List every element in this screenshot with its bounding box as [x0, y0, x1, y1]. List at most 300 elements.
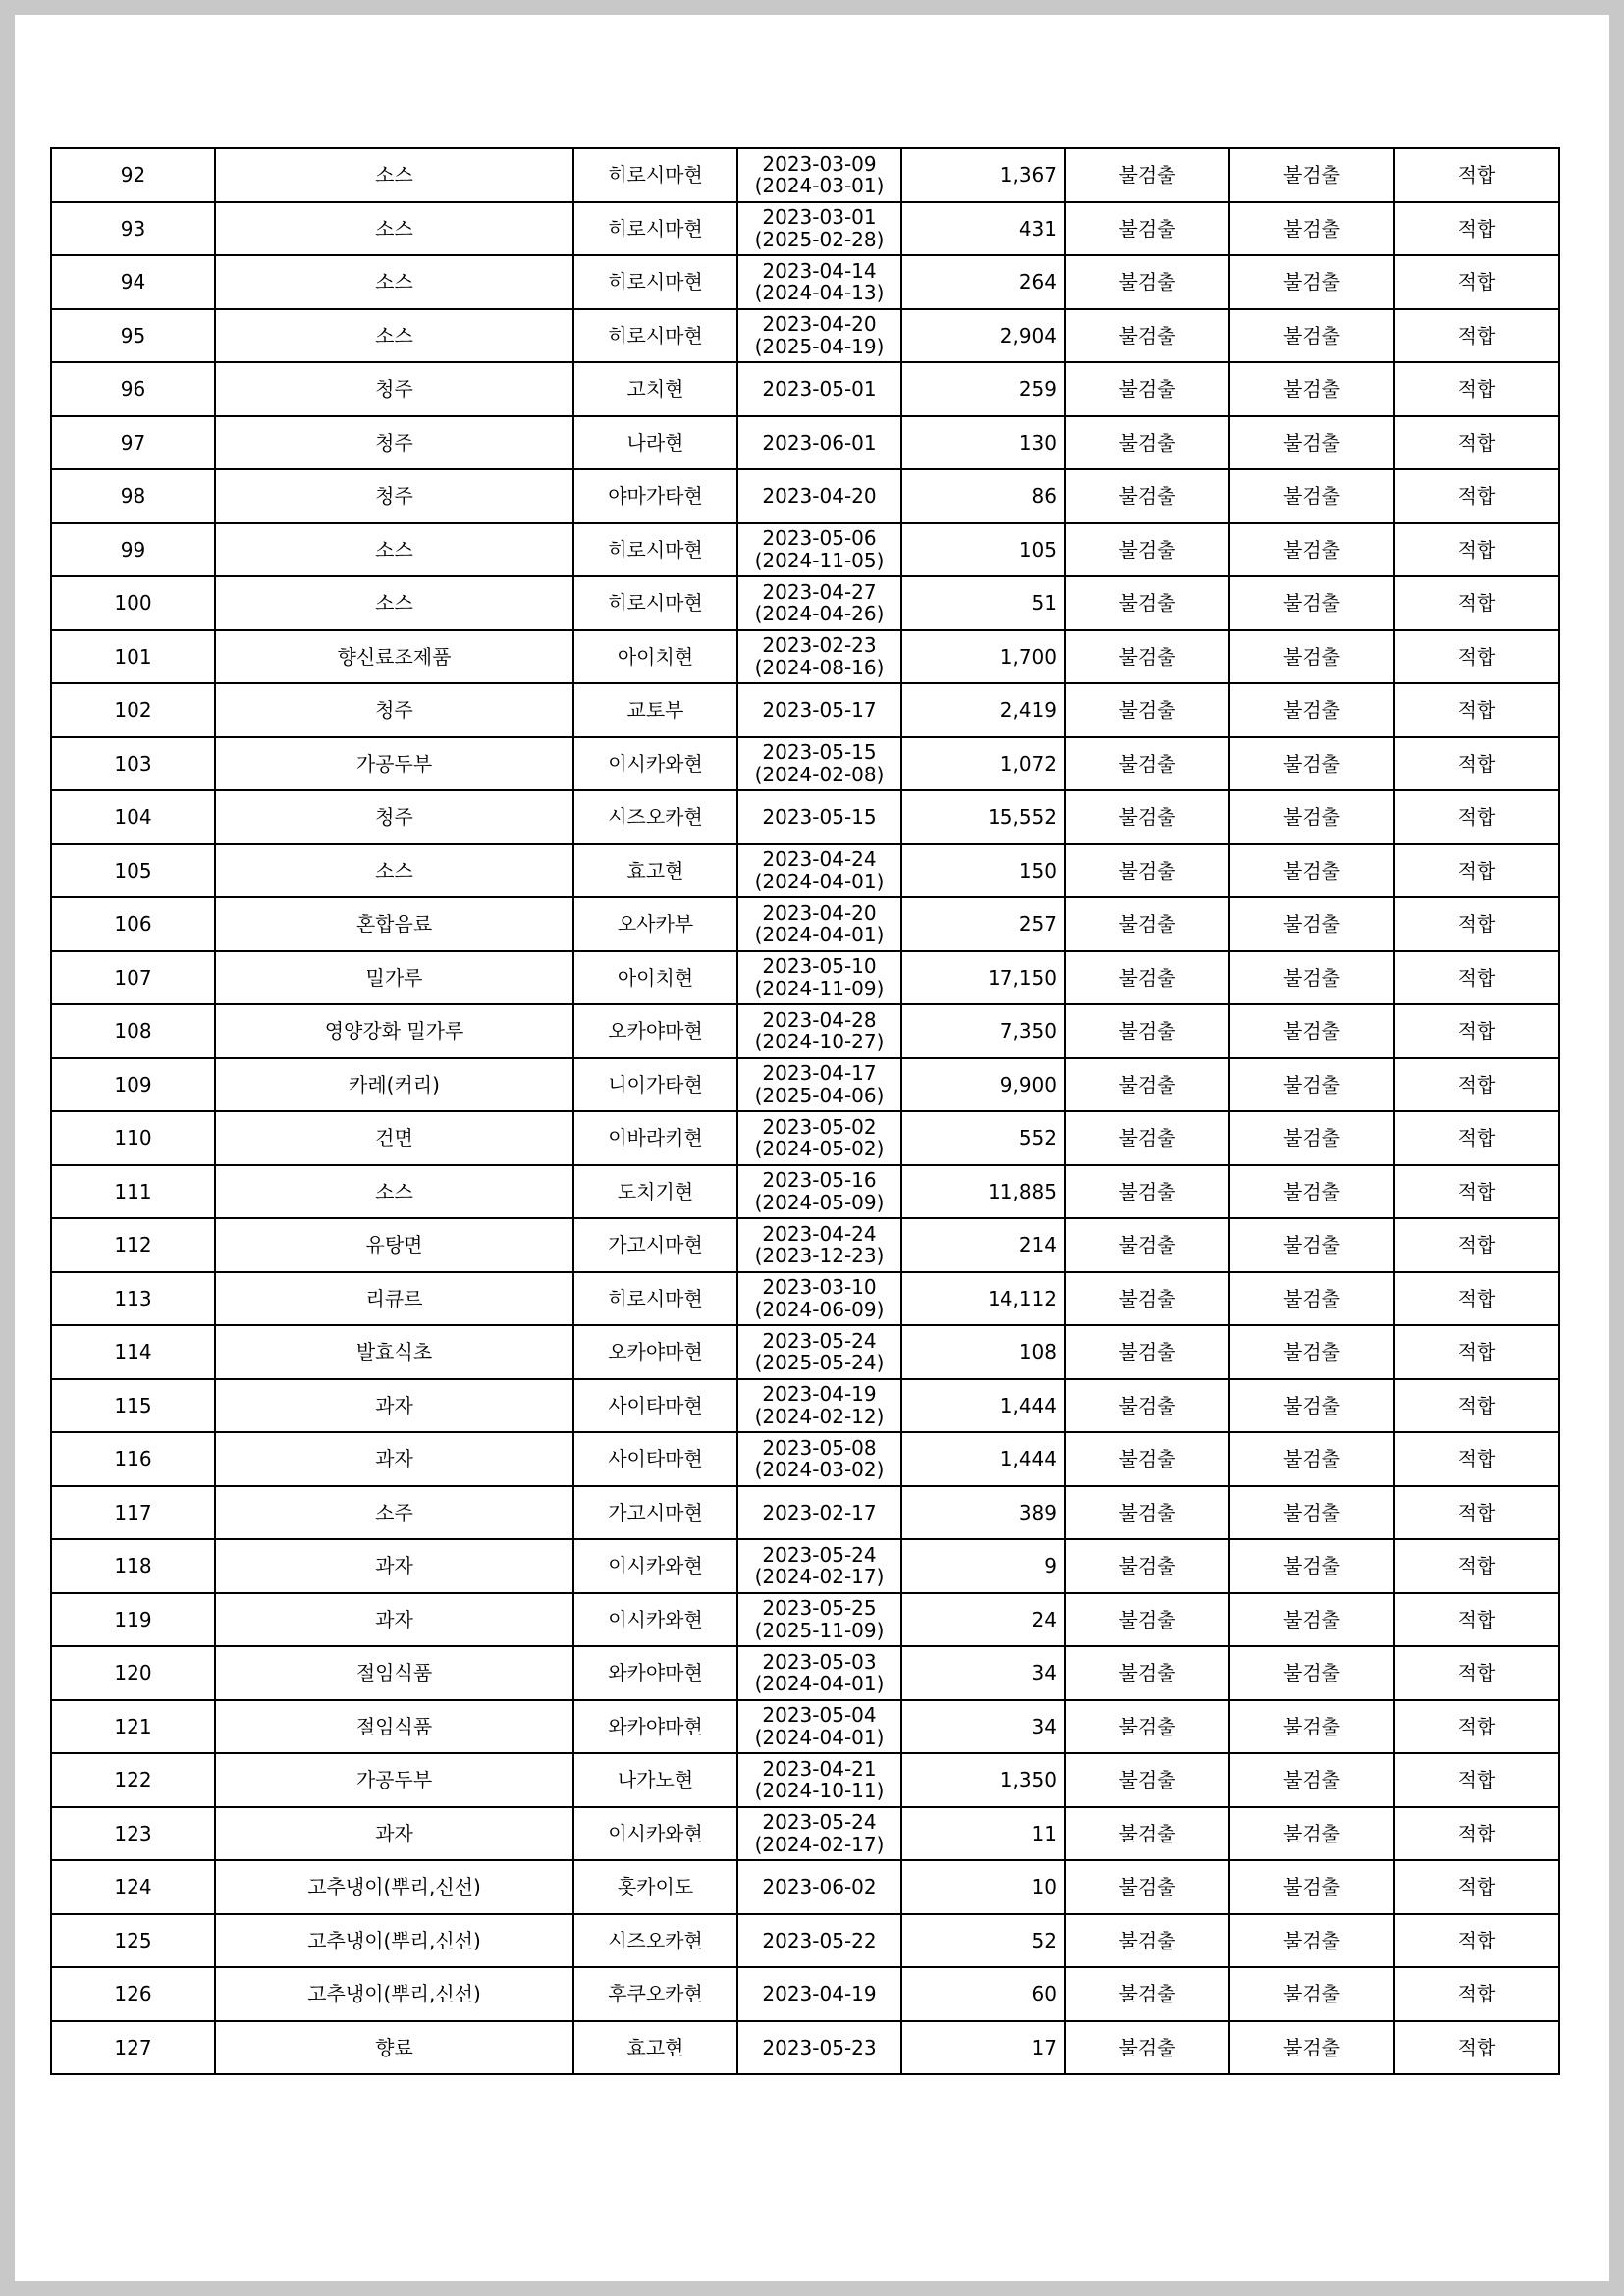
item-name-cell: 과자: [215, 1539, 573, 1593]
date-cell: [737, 1646, 901, 1700]
quantity-cell: 11: [901, 1807, 1065, 1861]
test-result-2-cell: 불검출: [1229, 1165, 1394, 1219]
quantity-cell: 431: [901, 202, 1065, 256]
date-primary: 2023-04-28: [762, 1007, 877, 1032]
test-result-1-cell: 불검출: [1065, 1539, 1229, 1593]
date-primary: 2023-05-24: [762, 1810, 877, 1835]
date-cell: [737, 1111, 901, 1165]
test-result-1-cell: 불검출: [1065, 469, 1229, 523]
test-result-2-cell: 불검출: [1229, 1860, 1394, 1914]
item-name-cell: 과자: [215, 1807, 573, 1861]
item-name-cell: 가공두부: [215, 1753, 573, 1807]
region-cell: 이바라키현: [573, 1111, 737, 1165]
row-number-cell: 124: [51, 1860, 215, 1914]
item-name-cell: 소스: [215, 576, 573, 630]
date-cell: [737, 1807, 901, 1861]
date-secondary: (2024-11-09): [754, 976, 885, 1000]
date-cell: [737, 897, 901, 951]
row-number-cell: 104: [51, 790, 215, 844]
date-secondary: (2024-02-17): [754, 1565, 885, 1589]
verdict-cell: 적합: [1394, 309, 1559, 363]
verdict-cell: 적합: [1394, 683, 1559, 737]
item-name-cell: 소주: [215, 1486, 573, 1540]
table-row: [51, 469, 1559, 523]
item-name-cell: 청주: [215, 683, 573, 737]
date-cell: [737, 309, 901, 363]
verdict-cell: 적합: [1394, 897, 1559, 951]
quantity-cell: 9: [901, 1539, 1065, 1593]
region-cell: 효고현: [573, 2021, 737, 2075]
test-result-2-cell: 불검출: [1229, 1325, 1394, 1379]
test-result-2-cell: 불검출: [1229, 630, 1394, 684]
test-result-2-cell: 불검출: [1229, 202, 1394, 256]
date-cell: [737, 1593, 901, 1647]
date-primary: 2023-05-15: [762, 740, 877, 765]
row-number-cell: 92: [51, 148, 215, 202]
test-result-1-cell: 불검출: [1065, 255, 1229, 309]
date-primary: 2023-05-24: [762, 1328, 877, 1353]
verdict-cell: 적합: [1394, 737, 1559, 791]
test-result-2-cell: 불검출: [1229, 737, 1394, 791]
row-number-cell: 122: [51, 1753, 215, 1807]
item-name-cell: 밀가루: [215, 951, 573, 1005]
verdict-cell: 적합: [1394, 844, 1559, 898]
item-name-cell: 과자: [215, 1432, 573, 1486]
date-primary: 2023-05-23: [762, 2035, 877, 2059]
test-result-1-cell: 불검출: [1065, 1593, 1229, 1647]
test-result-2-cell: 불검출: [1229, 576, 1394, 630]
date-cell: [737, 362, 901, 416]
verdict-cell: 적합: [1394, 630, 1559, 684]
region-cell: 와카야마현: [573, 1646, 737, 1700]
test-result-2-cell: 불검출: [1229, 1646, 1394, 1700]
table-row: [51, 2021, 1559, 2075]
date-cell: [737, 844, 901, 898]
quantity-cell: 552: [901, 1111, 1065, 1165]
table-row: [51, 1860, 1559, 1914]
test-result-1-cell: 불검출: [1065, 2021, 1229, 2075]
row-number-cell: 97: [51, 416, 215, 470]
table-row: [51, 1967, 1559, 2021]
date-secondary: (2024-03-01): [754, 174, 885, 198]
test-result-1-cell: 불검출: [1065, 897, 1229, 951]
table-body: [51, 148, 1559, 2074]
region-cell: 히로시마현: [573, 202, 737, 256]
quantity-cell: 389: [901, 1486, 1065, 1540]
verdict-cell: 적합: [1394, 1646, 1559, 1700]
table-row: [51, 790, 1559, 844]
quantity-cell: 86: [901, 469, 1065, 523]
test-result-1-cell: 불검출: [1065, 309, 1229, 363]
date-secondary: (2024-04-01): [754, 869, 885, 893]
region-cell: 니이가타현: [573, 1058, 737, 1112]
region-cell: 교토부: [573, 683, 737, 737]
test-result-1-cell: 불검출: [1065, 362, 1229, 416]
date-cell: [737, 1218, 901, 1272]
verdict-cell: 적합: [1394, 1218, 1559, 1272]
table-row: [51, 1325, 1559, 1379]
item-name-cell: 향신료조제품: [215, 630, 573, 684]
test-result-1-cell: 불검출: [1065, 1004, 1229, 1058]
date-cell: [737, 1165, 901, 1219]
date-cell: [737, 790, 901, 844]
date-primary: 2023-05-01: [762, 377, 877, 401]
date-secondary: (2024-04-01): [754, 923, 885, 947]
table-row: [51, 1486, 1559, 1540]
region-cell: 히로시마현: [573, 309, 737, 363]
item-name-cell: 소스: [215, 309, 573, 363]
verdict-cell: 적합: [1394, 255, 1559, 309]
test-result-2-cell: 불검출: [1229, 148, 1394, 202]
row-number-cell: 108: [51, 1004, 215, 1058]
region-cell: 가고시마현: [573, 1218, 737, 1272]
verdict-cell: 적합: [1394, 202, 1559, 256]
region-cell: 고치현: [573, 362, 737, 416]
quantity-cell: 9,900: [901, 1058, 1065, 1112]
item-name-cell: 가공두부: [215, 737, 573, 791]
item-name-cell: 소스: [215, 255, 573, 309]
date-secondary: (2024-04-13): [754, 281, 885, 305]
date-primary: 2023-05-22: [762, 1928, 877, 1952]
quantity-cell: 105: [901, 523, 1065, 577]
verdict-cell: 적합: [1394, 1753, 1559, 1807]
date-primary: 2023-05-04: [762, 1703, 877, 1728]
date-secondary: (2024-04-01): [754, 1672, 885, 1696]
region-cell: 사이타마현: [573, 1432, 737, 1486]
date-secondary: (2024-04-26): [754, 602, 885, 626]
date-cell: [737, 1432, 901, 1486]
test-result-2-cell: 불검출: [1229, 523, 1394, 577]
date-secondary: (2024-05-09): [754, 1190, 885, 1214]
verdict-cell: 적합: [1394, 951, 1559, 1005]
item-name-cell: 과자: [215, 1593, 573, 1647]
row-number-cell: 119: [51, 1593, 215, 1647]
test-result-1-cell: 불검출: [1065, 1700, 1229, 1754]
test-result-1-cell: 불검출: [1065, 1860, 1229, 1914]
verdict-cell: 적합: [1394, 1058, 1559, 1112]
quantity-cell: 259: [901, 362, 1065, 416]
row-number-cell: 103: [51, 737, 215, 791]
date-secondary: (2024-03-02): [754, 1458, 885, 1482]
test-result-1-cell: 불검출: [1065, 790, 1229, 844]
table-row: [51, 1700, 1559, 1754]
verdict-cell: 적합: [1394, 1914, 1559, 1968]
item-name-cell: 소스: [215, 148, 573, 202]
date-primary: 2023-02-17: [762, 1500, 877, 1524]
quantity-cell: 1,444: [901, 1379, 1065, 1433]
date-cell: [737, 2021, 901, 2075]
test-result-1-cell: 불검출: [1065, 1646, 1229, 1700]
verdict-cell: 적합: [1394, 1432, 1559, 1486]
date-primary: 2023-03-01: [762, 205, 877, 230]
quantity-cell: 108: [901, 1325, 1065, 1379]
quantity-cell: 1,700: [901, 630, 1065, 684]
date-primary: 2023-05-25: [762, 1596, 877, 1621]
date-cell: [737, 523, 901, 577]
item-name-cell: 과자: [215, 1379, 573, 1433]
quantity-cell: 1,444: [901, 1432, 1065, 1486]
item-name-cell: 고추냉이(뿌리,신선): [215, 1967, 573, 2021]
table-row: [51, 255, 1559, 309]
quantity-cell: 60: [901, 1967, 1065, 2021]
verdict-cell: 적합: [1394, 576, 1559, 630]
row-number-cell: 100: [51, 576, 215, 630]
test-result-2-cell: 불검출: [1229, 1486, 1394, 1540]
test-result-2-cell: 불검출: [1229, 951, 1394, 1005]
date-cell: [737, 1753, 901, 1807]
date-secondary: (2024-10-11): [754, 1779, 885, 1803]
quantity-cell: 2,419: [901, 683, 1065, 737]
date-primary: 2023-04-20: [762, 900, 877, 925]
verdict-cell: 적합: [1394, 1807, 1559, 1861]
quantity-cell: 34: [901, 1700, 1065, 1754]
item-name-cell: 리큐르: [215, 1272, 573, 1326]
test-result-1-cell: 불검출: [1065, 1165, 1229, 1219]
row-number-cell: 109: [51, 1058, 215, 1112]
test-result-2-cell: 불검출: [1229, 1432, 1394, 1486]
date-cell: [737, 1967, 901, 2021]
date-primary: 2023-03-09: [762, 151, 877, 176]
table-row: [51, 1165, 1559, 1219]
date-secondary: (2025-04-19): [754, 334, 885, 358]
table-row: [51, 630, 1559, 684]
region-cell: 와카야마현: [573, 1700, 737, 1754]
row-number-cell: 98: [51, 469, 215, 523]
date-primary: 2023-04-20: [762, 312, 877, 337]
region-cell: 오카야마현: [573, 1004, 737, 1058]
quantity-cell: 51: [901, 576, 1065, 630]
quantity-cell: 130: [901, 416, 1065, 470]
test-result-2-cell: 불검출: [1229, 1111, 1394, 1165]
date-primary: 2023-04-21: [762, 1756, 877, 1781]
table-row: [51, 148, 1559, 202]
row-number-cell: 96: [51, 362, 215, 416]
region-cell: 야마가타현: [573, 469, 737, 523]
test-result-1-cell: 불검출: [1065, 1914, 1229, 1968]
item-name-cell: 절임식품: [215, 1700, 573, 1754]
test-result-1-cell: 불검출: [1065, 844, 1229, 898]
quantity-cell: 14,112: [901, 1272, 1065, 1326]
date-cell: [737, 683, 901, 737]
table-row: [51, 1379, 1559, 1433]
test-result-1-cell: 불검출: [1065, 1218, 1229, 1272]
quantity-cell: 17,150: [901, 951, 1065, 1005]
quantity-cell: 1,367: [901, 148, 1065, 202]
table-row: [51, 1004, 1559, 1058]
row-number-cell: 126: [51, 1967, 215, 2021]
table-row: [51, 1272, 1559, 1326]
date-primary: 2023-04-24: [762, 847, 877, 872]
verdict-cell: 적합: [1394, 1860, 1559, 1914]
row-number-cell: 101: [51, 630, 215, 684]
item-name-cell: 발효식초: [215, 1325, 573, 1379]
date-secondary: (2024-11-05): [754, 548, 885, 572]
verdict-cell: 적합: [1394, 362, 1559, 416]
test-result-1-cell: 불검출: [1065, 1807, 1229, 1861]
verdict-cell: 적합: [1394, 1593, 1559, 1647]
date-cell: [737, 1914, 901, 1968]
date-primary: 2023-05-16: [762, 1168, 877, 1193]
date-primary: 2023-02-23: [762, 633, 877, 658]
item-name-cell: 청주: [215, 790, 573, 844]
region-cell: 사이타마현: [573, 1379, 737, 1433]
table-row: [51, 1111, 1559, 1165]
region-cell: 오카야마현: [573, 1325, 737, 1379]
region-cell: 홋카이도: [573, 1860, 737, 1914]
verdict-cell: 적합: [1394, 148, 1559, 202]
region-cell: 도치기현: [573, 1165, 737, 1219]
quantity-cell: 264: [901, 255, 1065, 309]
row-number-cell: 95: [51, 309, 215, 363]
date-primary: 2023-05-24: [762, 1542, 877, 1567]
region-cell: 이시카와현: [573, 1807, 737, 1861]
test-result-2-cell: 불검출: [1229, 309, 1394, 363]
verdict-cell: 적합: [1394, 1111, 1559, 1165]
row-number-cell: 121: [51, 1700, 215, 1754]
row-number-cell: 112: [51, 1218, 215, 1272]
quantity-cell: 7,350: [901, 1004, 1065, 1058]
region-cell: 나가노현: [573, 1753, 737, 1807]
verdict-cell: 적합: [1394, 2021, 1559, 2075]
row-number-cell: 114: [51, 1325, 215, 1379]
table-row: [51, 362, 1559, 416]
test-result-2-cell: 불검출: [1229, 1753, 1394, 1807]
item-name-cell: 고추냉이(뿌리,신선): [215, 1914, 573, 1968]
region-cell: 효고현: [573, 844, 737, 898]
date-cell: [737, 951, 901, 1005]
date-cell: [737, 737, 901, 791]
region-cell: 시즈오카현: [573, 1914, 737, 1968]
item-name-cell: 청주: [215, 362, 573, 416]
verdict-cell: 적합: [1394, 1700, 1559, 1754]
verdict-cell: 적합: [1394, 1325, 1559, 1379]
region-cell: 가고시마현: [573, 1486, 737, 1540]
table-row: [51, 202, 1559, 256]
test-result-1-cell: 불검출: [1065, 1379, 1229, 1433]
date-primary: 2023-05-06: [762, 526, 877, 551]
verdict-cell: 적합: [1394, 1379, 1559, 1433]
verdict-cell: 적합: [1394, 1165, 1559, 1219]
date-cell: [737, 416, 901, 470]
date-cell: [737, 630, 901, 684]
quantity-cell: 24: [901, 1593, 1065, 1647]
table-row: [51, 737, 1559, 791]
date-secondary: (2025-05-24): [754, 1351, 885, 1375]
row-number-cell: 116: [51, 1432, 215, 1486]
test-result-1-cell: 불검출: [1065, 1753, 1229, 1807]
test-result-2-cell: 불검출: [1229, 1272, 1394, 1326]
table-row: [51, 1807, 1559, 1861]
region-cell: 아이치현: [573, 951, 737, 1005]
test-result-1-cell: 불검출: [1065, 523, 1229, 577]
verdict-cell: 적합: [1394, 1004, 1559, 1058]
row-number-cell: 123: [51, 1807, 215, 1861]
test-result-2-cell: 불검출: [1229, 844, 1394, 898]
date-secondary: (2024-05-02): [754, 1137, 885, 1161]
region-cell: 히로시마현: [573, 255, 737, 309]
date-secondary: (2024-06-09): [754, 1297, 885, 1321]
date-secondary: (2023-12-23): [754, 1244, 885, 1268]
item-name-cell: 소스: [215, 523, 573, 577]
date-cell: [737, 255, 901, 309]
test-result-2-cell: 불검출: [1229, 1807, 1394, 1861]
row-number-cell: 106: [51, 897, 215, 951]
quantity-cell: 11,885: [901, 1165, 1065, 1219]
row-number-cell: 102: [51, 683, 215, 737]
quantity-cell: 10: [901, 1860, 1065, 1914]
row-number-cell: 118: [51, 1539, 215, 1593]
date-primary: 2023-04-19: [762, 1382, 877, 1407]
table-row: [51, 576, 1559, 630]
verdict-cell: 적합: [1394, 523, 1559, 577]
quantity-cell: 150: [901, 844, 1065, 898]
row-number-cell: 99: [51, 523, 215, 577]
test-result-2-cell: 불검출: [1229, 469, 1394, 523]
verdict-cell: 적합: [1394, 1539, 1559, 1593]
table-row: [51, 1753, 1559, 1807]
date-primary: 2023-05-02: [762, 1114, 877, 1139]
date-secondary: (2025-02-28): [754, 227, 885, 251]
item-name-cell: 혼합음료: [215, 897, 573, 951]
test-result-1-cell: 불검출: [1065, 1058, 1229, 1112]
row-number-cell: 110: [51, 1111, 215, 1165]
date-primary: 2023-05-17: [762, 698, 877, 722]
row-number-cell: 105: [51, 844, 215, 898]
item-name-cell: 소스: [215, 844, 573, 898]
date-primary: 2023-04-24: [762, 1221, 877, 1246]
verdict-cell: 적합: [1394, 469, 1559, 523]
table-row: [51, 309, 1559, 363]
test-result-2-cell: 불검출: [1229, 897, 1394, 951]
date-primary: 2023-04-17: [762, 1061, 877, 1086]
date-primary: 2023-05-08: [762, 1435, 877, 1460]
date-secondary: (2024-04-01): [754, 1725, 885, 1749]
date-cell: [737, 1058, 901, 1112]
quantity-cell: 2,904: [901, 309, 1065, 363]
quantity-cell: 1,072: [901, 737, 1065, 791]
document-page: [15, 15, 1609, 2281]
test-result-2-cell: 불검출: [1229, 255, 1394, 309]
quantity-cell: 15,552: [901, 790, 1065, 844]
test-result-1-cell: 불검출: [1065, 1111, 1229, 1165]
date-cell: [737, 1486, 901, 1540]
date-secondary: (2024-10-27): [754, 1030, 885, 1054]
quantity-cell: 214: [901, 1218, 1065, 1272]
table-row: [51, 1432, 1559, 1486]
test-result-1-cell: 불검출: [1065, 1325, 1229, 1379]
test-result-2-cell: 불검출: [1229, 683, 1394, 737]
item-name-cell: 유탕면: [215, 1218, 573, 1272]
region-cell: 히로시마현: [573, 576, 737, 630]
test-result-1-cell: 불검출: [1065, 202, 1229, 256]
region-cell: 이시카와현: [573, 737, 737, 791]
date-cell: [737, 1379, 901, 1433]
verdict-cell: 적합: [1394, 1486, 1559, 1540]
test-result-2-cell: 불검출: [1229, 1539, 1394, 1593]
item-name-cell: 향료: [215, 2021, 573, 2075]
date-secondary: (2025-04-06): [754, 1083, 885, 1107]
row-number-cell: 111: [51, 1165, 215, 1219]
date-secondary: (2024-02-12): [754, 1404, 885, 1428]
test-result-1-cell: 불검출: [1065, 630, 1229, 684]
row-number-cell: 115: [51, 1379, 215, 1433]
region-cell: 오사카부: [573, 897, 737, 951]
test-result-1-cell: 불검출: [1065, 416, 1229, 470]
quantity-cell: 52: [901, 1914, 1065, 1968]
test-result-1-cell: 불검출: [1065, 148, 1229, 202]
date-cell: [737, 469, 901, 523]
row-number-cell: 93: [51, 202, 215, 256]
